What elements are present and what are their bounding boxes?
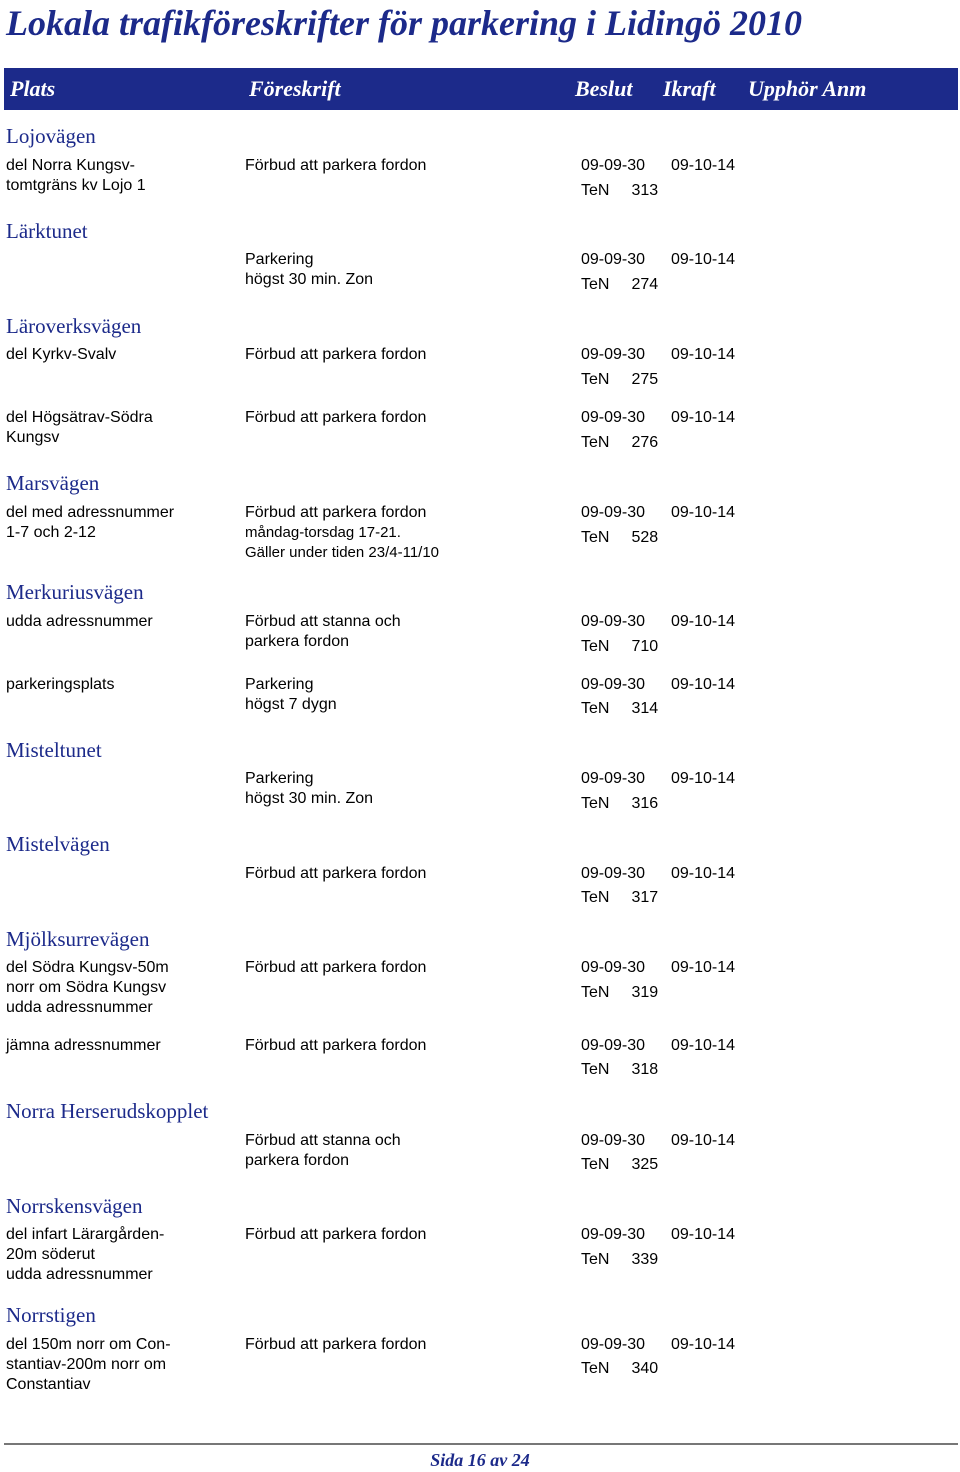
entry-rule: Förbud att parkera fordon [245,346,427,363]
entry-rule: Förbud att stanna och parkera fordon [245,613,401,650]
entry-ten: TeN 339 [581,1251,659,1268]
entry-rule: Parkering högst 30 min. Zon [245,251,374,288]
entry-ten: TeN 276 [581,434,659,451]
entry-rule: Parkering högst 30 min. Zon [245,770,374,807]
entry-beslut: 09-09-30 [581,157,646,174]
entry-ikraft: 09-10-14 [671,1132,736,1149]
entry-ten: TeN 314 [581,700,659,717]
entry-ten: TeN 318 [581,1061,659,1078]
entry-ikraft: 09-10-14 [671,157,736,174]
column-header-upphor-anm: Upphör Anm [748,76,867,101]
entry-beslut: 09-09-30 [581,346,646,363]
entry-ikraft: 09-10-14 [671,1336,736,1353]
entry-place: udda adressnummer [6,613,153,630]
street-heading: Misteltunet [6,738,102,762]
street-heading: Mjölksurrevägen [6,927,150,951]
entry-ikraft: 09-10-14 [671,1037,736,1054]
street-heading: Lärktunet [6,219,88,243]
entry-beslut: 09-09-30 [581,865,646,882]
entry-rule: Förbud att parkera fordon [245,157,427,174]
entry-beslut: 09-09-30 [581,251,646,268]
entry-place: del Norra Kungsv- tomtgräns kv Lojo 1 [6,157,146,194]
entry-place: del med adressnummer 1-7 och 2-12 [6,504,175,541]
column-header-plats: Plats [10,76,56,101]
entry-ikraft: 09-10-14 [671,613,736,630]
entry-rule: Förbud att parkera fordon måndag-torsdag 17-21. Gäller under tiden 23/4-11/10 [245,504,440,561]
entry-place: del Högsätrav-Södra Kungsv [6,409,153,446]
entry-ten: TeN 340 [581,1360,659,1377]
entry-rule: Förbud att parkera fordon [245,1336,427,1353]
page-number: Sida 16 av 24 [430,1450,530,1470]
entry-beslut: 09-09-30 [581,770,646,787]
entry-rule: Förbud att parkera fordon [245,959,427,976]
entry-place: jämna adressnummer [6,1037,161,1054]
entry-beslut: 09-09-30 [581,1037,646,1054]
street-heading: Norra Herserudskopplet [6,1099,209,1123]
entry-beslut: 09-09-30 [581,1336,646,1353]
column-header-ikraft: Ikraft [663,76,716,101]
entry-ten: TeN 316 [581,795,659,812]
entry-beslut: 09-09-30 [581,409,646,426]
entry-ten: TeN 710 [581,638,659,655]
entry-ikraft: 09-10-14 [671,676,736,693]
street-heading: Merkuriusvägen [6,580,144,604]
entry-rule: Förbud att parkera fordon [245,1037,427,1054]
entry-ten: TeN 317 [581,889,659,906]
entry-ikraft: 09-10-14 [671,346,736,363]
entry-place: del 150m norr om Con- stantiav-200m norr om Constantiav [6,1336,171,1393]
entry-rule: Förbud att stanna och parkera fordon [245,1132,401,1169]
entry-rule: Förbud att parkera fordon [245,1226,427,1243]
entry-place: parkeringsplats [6,676,115,693]
entry-ikraft: 09-10-14 [671,409,736,426]
entry-ikraft: 09-10-14 [671,504,736,521]
entry-ikraft: 09-10-14 [671,959,736,976]
street-heading: Norrstigen [6,1303,96,1327]
street-heading: Mistelvägen [6,832,110,856]
entry-ikraft: 09-10-14 [671,770,736,787]
entry-ten: TeN 528 [581,529,659,546]
street-heading: Marsvägen [6,471,100,495]
entry-ten: TeN 275 [581,371,659,388]
entry-beslut: 09-09-30 [581,1226,646,1243]
entry-beslut: 09-09-30 [581,613,646,630]
entry-beslut: 09-09-30 [581,1132,646,1149]
entry-rule: Parkering högst 7 dygn [245,676,337,713]
page-title: Lokala trafikföreskrifter för parkering i Lidingö 2010 [6,3,803,43]
entry-place: del Södra Kungsv-50m norr om Södra Kungsv udda adressnummer [6,959,169,1016]
entry-ten: TeN 313 [581,182,659,199]
street-heading: Lojovägen [6,124,96,148]
column-header-beslut: Beslut [575,76,633,101]
street-heading: Läroverksvägen [6,314,142,338]
entry-ten: TeN 319 [581,984,659,1001]
entry-place: del Kyrkv-Svalv [6,346,117,363]
entry-ten: TeN 274 [581,276,659,293]
street-heading: Norrskensvägen [6,1194,143,1218]
entry-ikraft: 09-10-14 [671,865,736,882]
entry-beslut: 09-09-30 [581,676,646,693]
entry-ikraft: 09-10-14 [671,251,736,268]
footer-divider [4,1443,958,1445]
entry-ten: TeN 325 [581,1156,659,1173]
entry-rule: Förbud att parkera fordon [245,865,427,882]
entry-beslut: 09-09-30 [581,504,646,521]
entry-rule: Förbud att parkera fordon [245,409,427,426]
entry-beslut: 09-09-30 [581,959,646,976]
column-header-foreskrift: Föreskrift [249,76,341,101]
entry-ikraft: 09-10-14 [671,1226,736,1243]
entry-place: del infart Lärargården- 20m söderut udda adressnummer [6,1226,165,1283]
